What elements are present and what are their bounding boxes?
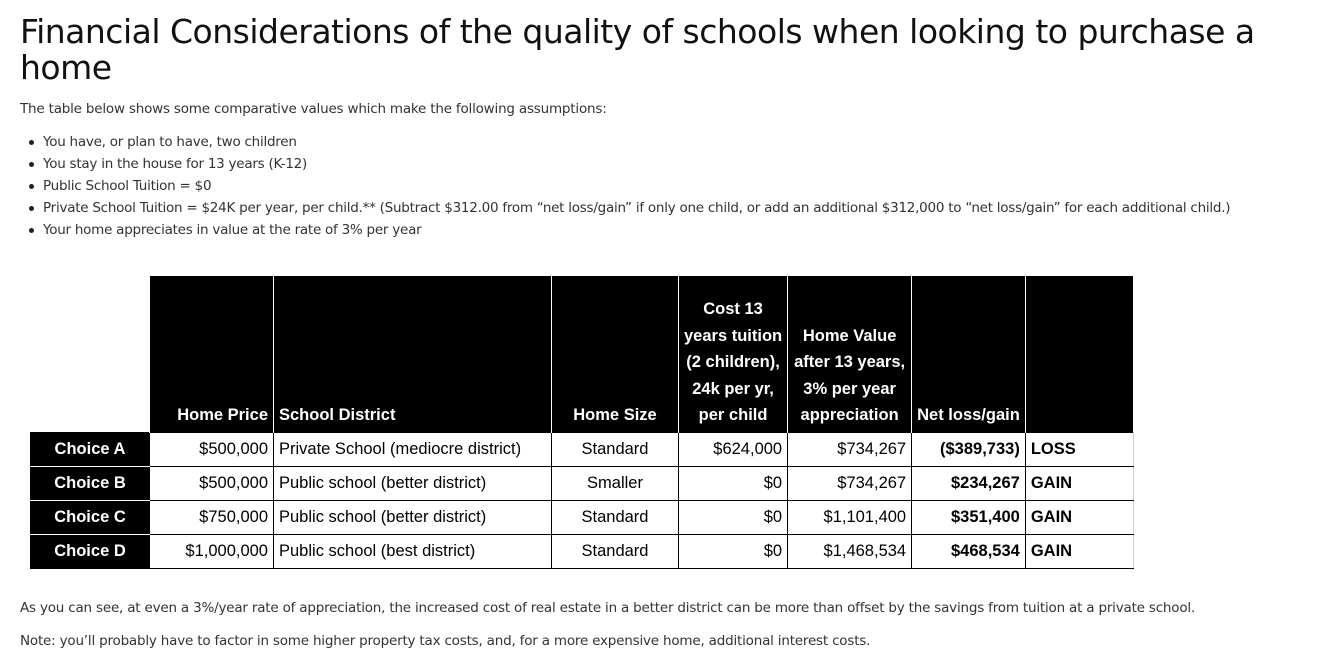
header-result-blank xyxy=(1025,276,1133,432)
list-item: Your home appreciates in value at the rate of 3% per year xyxy=(20,221,1230,243)
comparison-table xyxy=(30,276,1134,569)
header-line: after 13 years, xyxy=(794,353,906,371)
net-result-cell: GAIN xyxy=(1025,466,1133,500)
header-line: Cost 13 xyxy=(703,300,763,318)
header-line: appreciation xyxy=(800,406,899,424)
tuition-cost-cell: $0 xyxy=(679,466,788,500)
header-line: years tuition xyxy=(684,326,783,345)
choice-label: Choice A xyxy=(31,432,150,466)
school-district-cell: Public school (better district) xyxy=(274,466,552,500)
tuition-cost-cell: $0 xyxy=(679,500,788,534)
net-amount-cell: $351,400 xyxy=(912,500,1026,534)
header-net-loss-gain: Net loss/gain xyxy=(912,276,1026,432)
tuition-cost-cell: $0 xyxy=(679,534,788,568)
header-home-value xyxy=(788,276,912,432)
conclusion-text: As you can see, at even a 3%/year rate of appreciation, the increased cost of real estate in a better district can be more than offset by the savings from tuition at a private school. xyxy=(20,600,1196,616)
tuition-cost-cell: $624,000 xyxy=(679,432,788,466)
header-line: Home Value xyxy=(802,326,897,345)
choice-label: Choice B xyxy=(31,466,150,500)
net-result-cell: GAIN xyxy=(1025,534,1133,568)
header-blank-cell xyxy=(31,276,150,432)
home-value-cell: $1,101,400 xyxy=(788,500,912,534)
net-amount-cell: $468,534 xyxy=(912,534,1026,568)
school-district-cell: Private School (mediocre district) xyxy=(274,432,552,466)
home-price-cell: $500,000 xyxy=(150,466,274,500)
net-amount-cell: $234,267 xyxy=(912,466,1026,500)
header-home-price: Home Price xyxy=(150,276,274,432)
home-size-cell: Standard xyxy=(552,432,679,466)
home-value-cell: $734,267 xyxy=(788,466,912,500)
list-item: You have, or plan to have, two children xyxy=(20,133,1230,155)
header-line: 24k per yr, xyxy=(692,379,774,398)
list-item: You stay in the house for 13 years (K-12) xyxy=(20,155,1230,177)
header-line: (2 children), xyxy=(686,353,780,371)
net-result-cell: LOSS xyxy=(1025,432,1133,466)
header-home-size: Home Size xyxy=(552,276,679,432)
net-amount-cell: ($389,733) xyxy=(912,432,1026,466)
home-price-cell: $500,000 xyxy=(150,432,274,466)
list-item: Public School Tuition = $0 xyxy=(20,177,1230,199)
table-row xyxy=(31,432,1134,466)
header-line: 3% per year xyxy=(803,379,896,398)
home-price-cell: $750,000 xyxy=(150,500,274,534)
intro-text: The table below shows some comparative values which make the following assumptions: xyxy=(20,101,607,117)
header-tuition-cost xyxy=(679,276,788,432)
choice-label: Choice D xyxy=(31,534,150,568)
header-line: per child xyxy=(698,406,768,424)
list-item: Private School Tuition = $24K per year, per child.** (Subtract $312.00 from “net loss/gain” if only one child, or add an additional $312,000 to “net loss/gain” for each additional child.) xyxy=(20,199,1230,221)
home-value-cell: $1,468,534 xyxy=(788,534,912,568)
note-text: Note: you’ll probably have to factor in some higher property tax costs, and, for a more expensive home, additional interest costs. xyxy=(20,633,871,649)
table-row xyxy=(31,500,1134,534)
page-title: Financial Considerations of the quality of schools when looking to purchase a home xyxy=(20,12,1255,87)
table-row xyxy=(31,534,1134,568)
table-header-row xyxy=(31,276,1134,432)
choice-label: Choice C xyxy=(31,500,150,534)
home-size-cell: Smaller xyxy=(552,466,679,500)
home-size-cell: Standard xyxy=(552,500,679,534)
table-row xyxy=(31,466,1134,500)
home-value-cell: $734,267 xyxy=(788,432,912,466)
home-price-cell: $1,000,000 xyxy=(150,534,274,568)
school-district-cell: Public school (better district) xyxy=(274,500,552,534)
home-size-cell: Standard xyxy=(552,534,679,568)
header-school-district: School District xyxy=(274,276,552,432)
net-result-cell: GAIN xyxy=(1025,500,1133,534)
assumptions-list xyxy=(20,133,1230,243)
school-district-cell: Public school (best district) xyxy=(274,534,552,568)
